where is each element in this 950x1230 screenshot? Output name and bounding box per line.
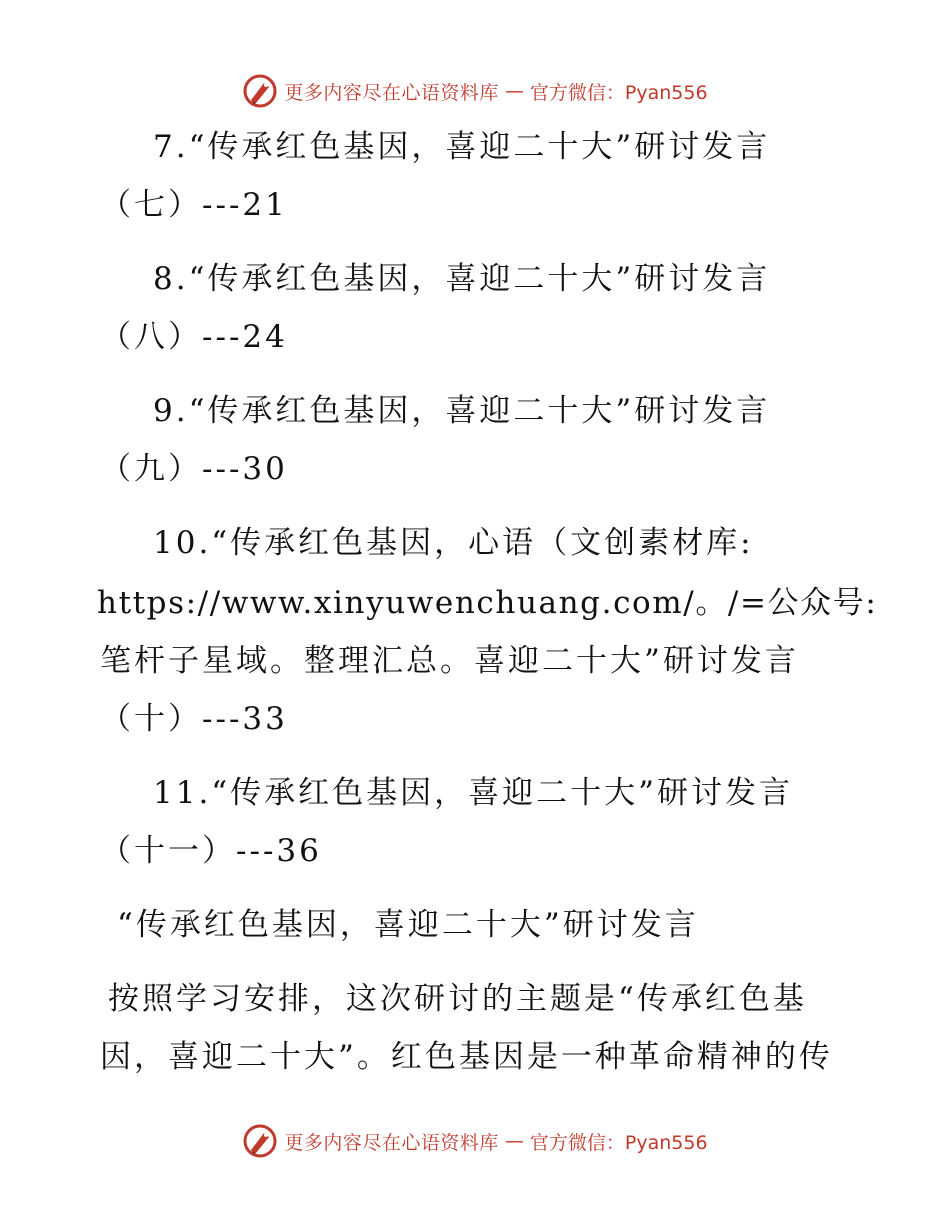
footer-watermark bbox=[0, 1121, 950, 1161]
toc-item-7-page: （七）---21 bbox=[100, 187, 288, 223]
article-title: “传承红色基因，喜迎二十大”研讨发言 bbox=[117, 907, 699, 943]
toc-item-8-title: 8.“传承红色基因，喜迎二十大”研讨发言 bbox=[153, 261, 771, 297]
pen-logo-icon bbox=[242, 1123, 278, 1159]
toc-item-11-title: 11.“传承红色基因，喜迎二十大”研讨发言 bbox=[153, 775, 793, 811]
watermark-contact-text: 官方微信：Pyan556 bbox=[529, 81, 708, 104]
watermark-contact-text: 官方微信：Pyan556 bbox=[529, 1131, 708, 1154]
toc-item-10-page: （十）---33 bbox=[100, 701, 288, 737]
watermark-separator: — bbox=[504, 80, 524, 102]
toc-item-7-title: 7.“传承红色基因，喜迎二十大”研讨发言 bbox=[153, 129, 771, 165]
watermark-site-text: 更多内容尽在心语资料库 bbox=[284, 1131, 499, 1154]
pen-logo-icon bbox=[242, 73, 278, 109]
toc-item-8-page: （八）---24 bbox=[100, 319, 288, 355]
toc-item-9-page: （九）---30 bbox=[100, 451, 288, 487]
header-watermark bbox=[0, 71, 950, 111]
article-line-1: 按照学习安排，这次研讨的主题是“传承红色基 bbox=[108, 981, 807, 1017]
toc-item-10-title-cont: 笔杆子星域。整理汇总。喜迎二十大”研讨发言 bbox=[100, 643, 799, 679]
toc-item-10-url: https://www.xinyuwenchuang.com/。/=公众号: bbox=[97, 585, 878, 621]
toc-item-9-title: 9.“传承红色基因，喜迎二十大”研讨发言 bbox=[153, 393, 771, 429]
article-line-2: 因，喜迎二十大”。红色基因是一种革命精神的传 bbox=[100, 1039, 833, 1075]
toc-item-10-title: 10.“传承红色基因，心语（文创素材库: bbox=[153, 525, 754, 561]
watermark-site-text: 更多内容尽在心语资料库 bbox=[284, 81, 499, 104]
toc-item-11-page: （十一）---36 bbox=[100, 833, 322, 869]
watermark-separator: — bbox=[504, 1130, 524, 1152]
